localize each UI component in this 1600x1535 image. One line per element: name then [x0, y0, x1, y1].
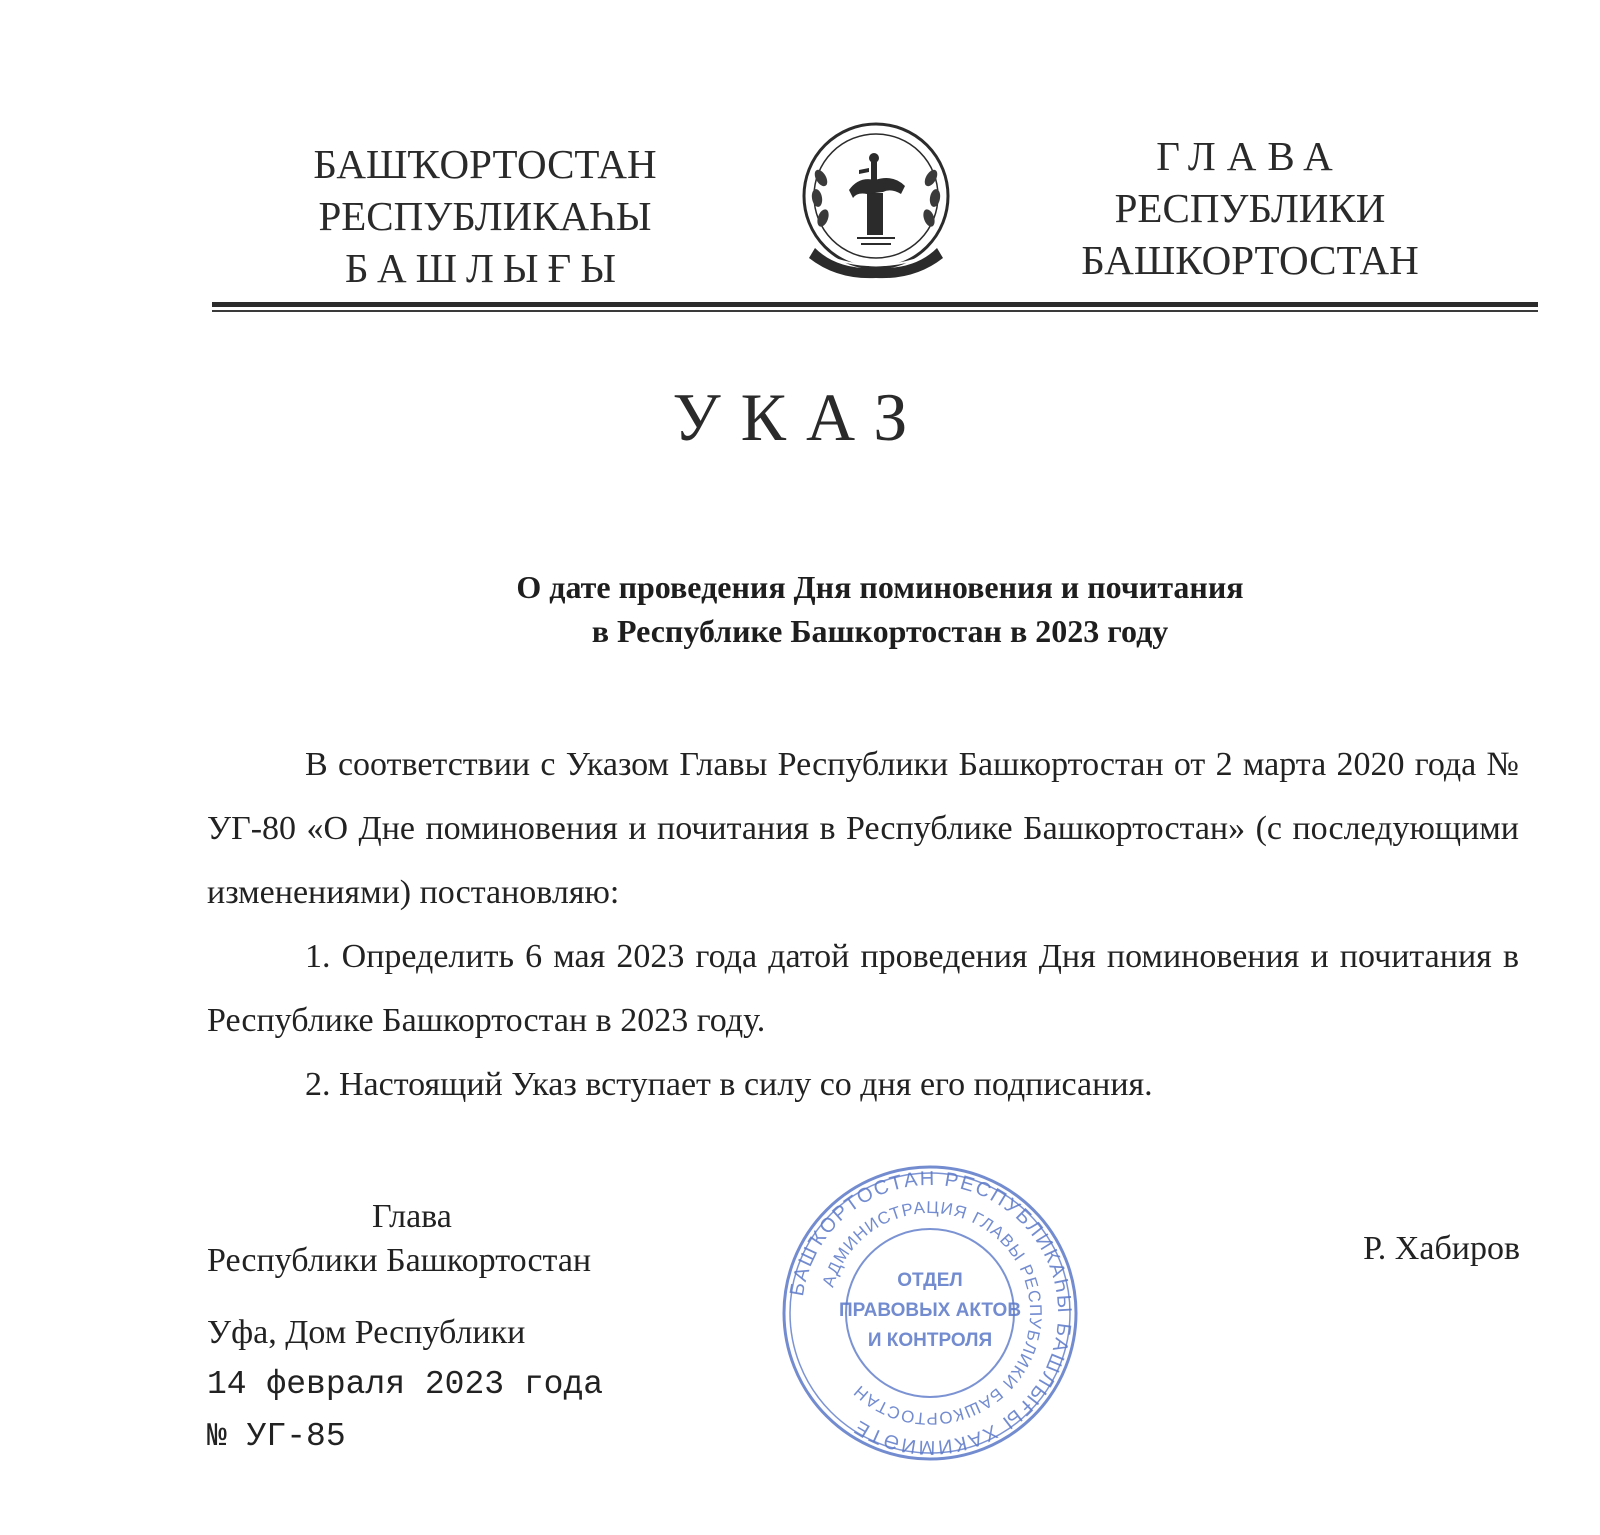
header-bashkir-title — [292, 138, 678, 294]
bashkortostan-coat-of-arms-icon — [797, 118, 955, 280]
decree-subject-line-1: О дате проведения Дня поминовения и почитания — [516, 569, 1244, 605]
decree-body — [207, 733, 1519, 1117]
signatory-position-line-2: Республики Башкортостан — [207, 1242, 592, 1279]
decree-subject — [300, 565, 1460, 653]
header-divider-thin — [212, 310, 1538, 312]
item-2-paragraph: 2. Настоящий Указ вступает в силу со дня его подписания. — [305, 1066, 1153, 1103]
header-russian-line-1: ГЛАВА — [1156, 133, 1344, 179]
item-1-paragraph: 1. Определить 6 мая 2023 года датой проведения Дня поминовения и почитания в Республике Башкортостан в 2023 году. — [207, 938, 1519, 1039]
stamp-inner-text: АДМИНИСТРАЦИЯ ГЛАВЫ РЕСПУБЛИКИ БАШКОРТОСТАН — [818, 1197, 1046, 1429]
signatory-position-line-1: Глава — [372, 1198, 452, 1235]
preamble-paragraph: В соответствии с Указом Главы Республики Башкортостан от 2 марта 2020 года № УГ-80 «О Дне поминовения и почитания в Республике Башкортостан» (с последующими изменениями) постановляю: — [207, 746, 1519, 911]
header-russian-line-2: РЕСПУБЛИКИ — [1114, 185, 1386, 231]
stamp-center-line-1: ОТДЕЛ — [897, 1270, 963, 1291]
header-bashkir-line-2: РЕСПУБЛИКАҺЫ — [318, 193, 652, 239]
header-bashkir-line-1: БАШҠОРТОСТАН — [313, 141, 657, 187]
header-russian-line-3: БАШКОРТОСТАН — [1081, 237, 1419, 283]
decree-subject-line-2: в Республике Башкортостан в 2023 году — [591, 613, 1169, 649]
header-bashkir-line-3: БАШЛЫҒЫ — [345, 245, 625, 291]
stamp-center-line-2: ПРАВОВЫХ АКТОВ — [838, 1300, 1022, 1321]
document-type-title: УКАЗ — [672, 379, 928, 455]
signing-date: 14 февраля 2023 года — [207, 1366, 604, 1403]
signing-place: Уфа, Дом Республики — [207, 1314, 526, 1351]
stamp-outer-text: БАШҠОРТОСТАН РЕСПУБЛИКАҺЫ БАШЛЫҒЫ ХАКИМИӘТЕ — [786, 1167, 1076, 1459]
official-seal-stamp — [775, 1158, 1085, 1468]
signatory-name: Р. Хабиров — [1363, 1230, 1520, 1267]
decree-number: № УГ-85 — [207, 1418, 346, 1455]
signatory-position — [207, 1195, 667, 1283]
header-divider-thick — [212, 302, 1538, 307]
stamp-center-line-3: И КОНТРОЛЯ — [867, 1330, 993, 1351]
header-russian-title — [1050, 130, 1450, 286]
